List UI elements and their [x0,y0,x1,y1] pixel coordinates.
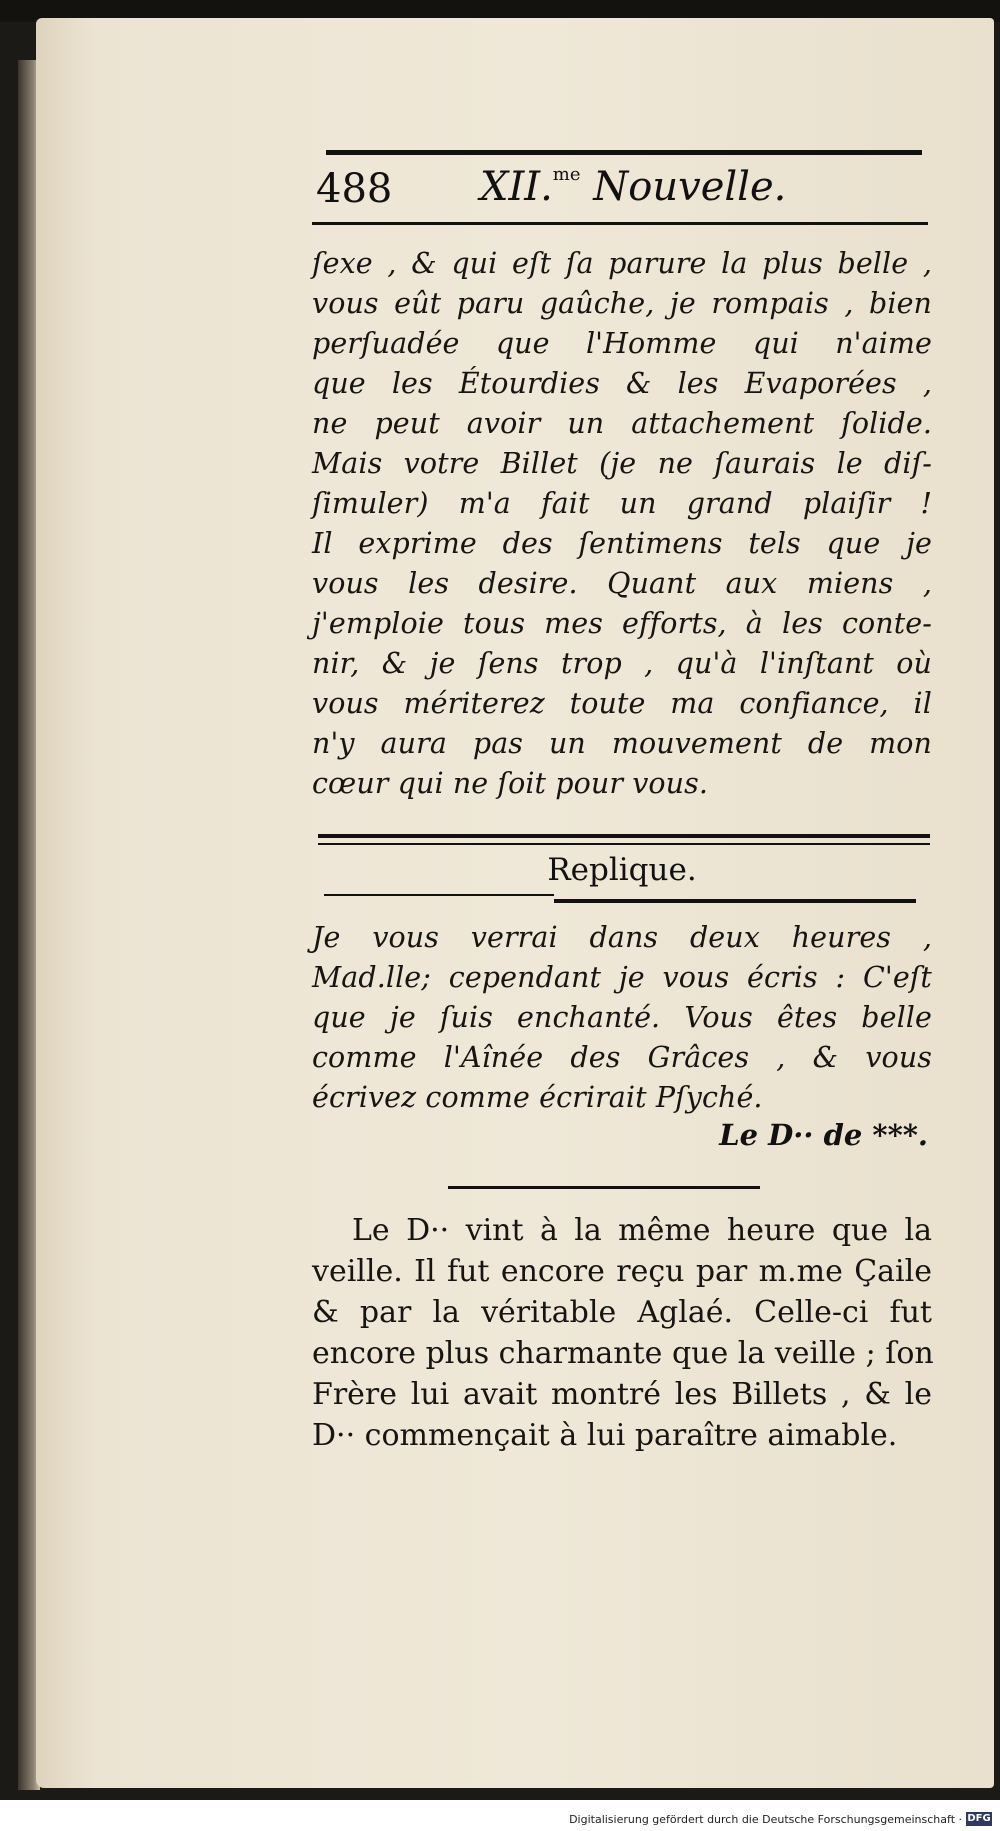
running-head-numeral: XII. [480,164,553,210]
section-heading: Replique. [547,852,697,888]
narrative-line: Frère lui avait montré les Billets , & le [312,1377,932,1412]
narrative-line: encore plus charmante que la veille ; ſon [312,1336,934,1371]
letter-line: j'emploie tous mes efforts, à les conte- [312,607,932,640]
narrative-line: & par la véritable Aglaé. Celle-ci fut [312,1295,932,1330]
letter-line: Mais votre Billet (je ne ſaurais le diſ- [312,447,932,480]
reply-body [312,918,932,1118]
narrative-line: veille. Il fut encore reçu par m.me Çaile [312,1254,932,1289]
reply-line: Mad.lle; cependant je vous écris : C'eſt [312,961,932,994]
reply-line: Je vous verrai dans deux heures , [312,921,932,954]
letter-line: ſexe , & qui eſt ſa parure la plus belle , [312,247,932,280]
page-number: 488 [316,166,393,212]
letter-line: perſuadée que l'Homme qui n'aime [312,327,932,360]
short-separator-rule [448,1186,760,1189]
running-head [480,164,786,210]
letter-line: ſimuler) m'a fait un grand plaiſir ! [312,487,932,520]
footer-credit: Digitalisierung gefördert durch die Deutsche Forschungsgemeinschaft · [569,1813,962,1826]
header-bottom-rule [312,222,928,225]
letter-line: nir, & je ſens trop , qu'à l'inſtant où [312,647,932,680]
reply-line: que je ſuis enchanté. Vous êtes belle [312,1001,932,1034]
signature: Le D·· de ***. [719,1118,928,1152]
letter-line: vous eût paru gaûche, je rompais , bien [312,287,932,320]
letter-line: vous les desire. Quant aux miens , [312,567,932,600]
header-top-rule [326,150,922,155]
narrative-body [312,1210,932,1456]
narrative-line: Le D·· vint à la même heure que la [352,1213,932,1248]
section-divider-rule-top [318,834,930,838]
heading-rule-left [324,894,554,896]
letter-line: cœur qui ne ſoit pour vous. [312,767,709,800]
letter-line: vous mériterez toute ma confiance, il [312,687,932,720]
letter-line: ne peut avoir un attachement ſolide. [312,407,932,440]
dfg-logo: DFG [967,1813,991,1824]
letter-line: Il exprime des ſentimens tels que je [312,527,932,560]
running-head-title: Nouvelle. [580,164,787,210]
letter-body [312,244,932,804]
narrative-line: D·· commençait à lui paraître aimable. [312,1418,898,1453]
heading-rule-right [554,899,916,903]
letter-line: que les Étourdies & les Evaporées , [312,367,932,400]
reply-line: comme l'Aînée des Grâces , & vous [312,1041,932,1074]
page-header [316,164,916,216]
running-head-superscript: me [552,164,581,185]
reply-line: écrivez comme écrirait Pſyché. [312,1081,763,1114]
section-divider-rule-bottom [318,843,930,845]
letter-line: n'y aura pas un mouvement de mon [312,727,932,760]
